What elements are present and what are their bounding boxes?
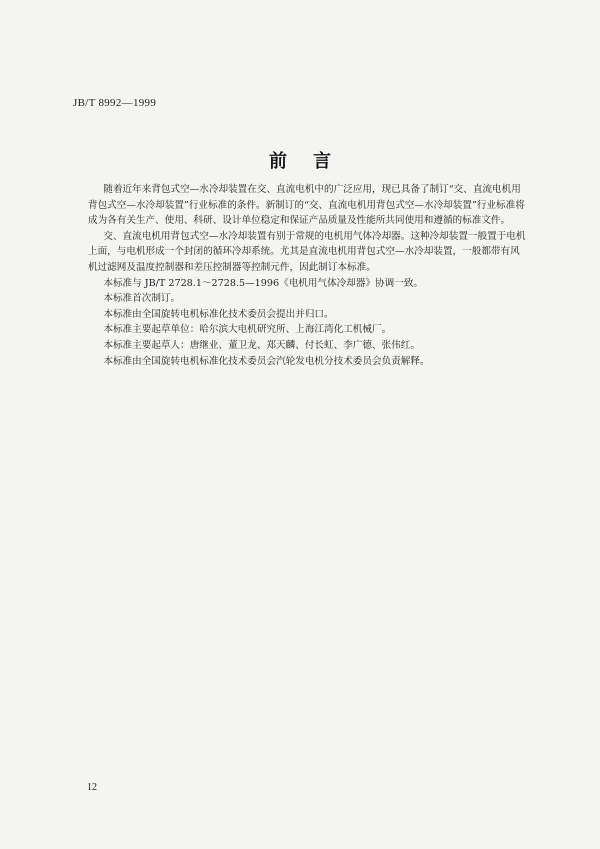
paragraph: 本标准主要起草单位：哈尔滨大电机研究所、上海江湾化工机械厂。 — [103, 324, 392, 336]
paragraph: 随着近年来背包式空—水冷却装置在交、直流电机中的广泛应用，现已具备了制订“交、直流电机用背包式空—水冷却装置”行业标准的条件。新制订的“交、直流电机用背包式空—水冷却装置”行业标准将成为各有关生产、使用、科研、设计单位稳定和保证产品质量及性能所共同使用和遵循的标准文件。 — [88, 184, 525, 227]
page-number: 12 — [87, 782, 97, 793]
paragraph: 本标准首次制订。 — [103, 293, 181, 305]
paragraph: 本标准由全国旋转电机标准化技术委员会汽轮发电机分技术委员会负责解释。 — [103, 355, 430, 367]
foreword-body — [88, 182, 528, 369]
paragraph: 本标准主要起草人：唐继业、董卫龙、郑天麟、付长虹、李广德、张伟红。 — [103, 339, 420, 351]
standard-code: JB/T 8992—1999 — [73, 97, 157, 109]
paragraph: 本标准由全国旋转电机标准化技术委员会提出并归口。 — [103, 308, 334, 320]
paragraph: 本标准与 JB/T 2728.1～2728.5—1996《电机用气体冷却器》协调一致。 — [103, 277, 424, 289]
paragraph: 交、直流电机用背包式空—水冷却装置有别于常规的电机用气体冷却器。这种冷却装置一般置于电机上面，与电机形成一个封闭的循环冷却系统。尤其是直流电机用背包式空—水冷却装置，一般都带有风机过滤网及温度控制器和差压控制器等控制元件，因此制订本标准。 — [88, 230, 526, 273]
page-title: 前言 — [269, 151, 357, 172]
